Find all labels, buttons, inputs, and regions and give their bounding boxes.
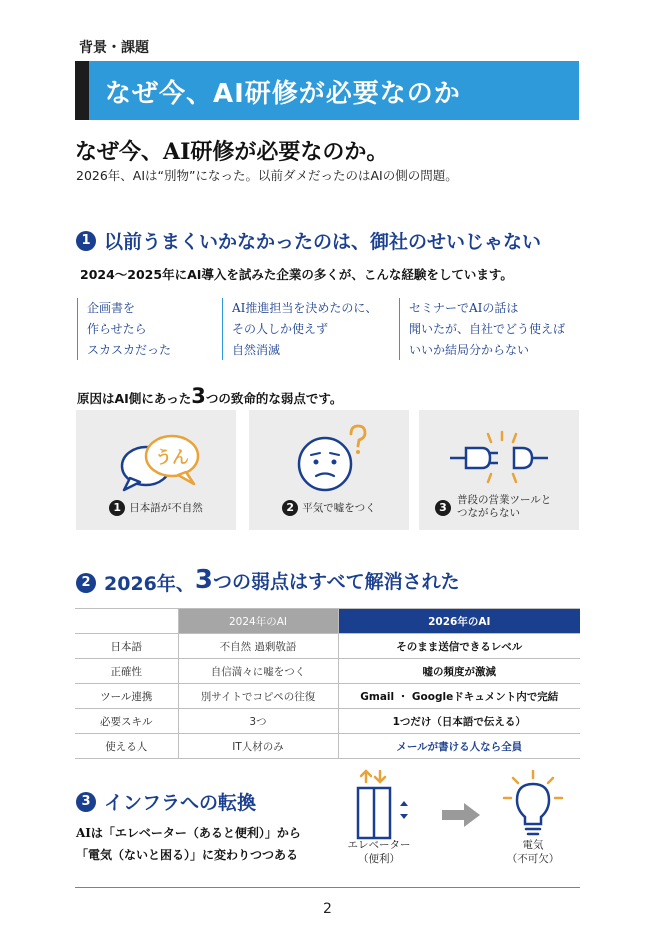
table-cell: 3つ (178, 709, 338, 734)
comparison-table (75, 608, 580, 759)
table-cell-highlight: メールが書ける人なら全員 (338, 734, 580, 759)
weakness-card-label (76, 500, 236, 516)
table-cell: 嘘の頻度が激減 (338, 659, 580, 684)
table-cell: 別サイトでコピペの往復 (178, 684, 338, 709)
card-number-badge: 2 (282, 500, 298, 516)
cause-number: 3 (191, 384, 206, 408)
page-number: 2 (323, 901, 332, 917)
problem-line: AI推進担当を決めたのに、 (232, 301, 378, 315)
problem-line: いいか結局分からない (409, 343, 530, 357)
intro-headline: なぜ今、AI研修が必要なのか。 (75, 139, 389, 165)
section2-title-prefix: 2026年、 (104, 573, 195, 595)
section2-title-number: 3 (194, 565, 213, 595)
card-number-badge: 3 (435, 500, 451, 516)
section3-body-line: 「電気（ないと困る）」に変わりつつある (76, 848, 299, 862)
section3-title (76, 788, 256, 815)
section3-body (76, 822, 301, 866)
caption-line: （便利） (358, 853, 400, 865)
table-row (75, 659, 580, 684)
caption-line: エレベーター (347, 839, 411, 851)
infra-visual (347, 768, 580, 868)
problem-list (77, 298, 580, 360)
table-header-row (75, 609, 580, 634)
electricity-caption (498, 838, 568, 866)
table-cell: IT人材のみ (178, 734, 338, 759)
cause-prefix: 原因はAI側にあった (77, 391, 192, 406)
section2-title (76, 565, 460, 596)
table-row (75, 734, 580, 759)
card-label-line: つながらない (457, 507, 520, 519)
section1-lead: 2024〜2025年にAI導入を試みた企業の多くが、こんな経験をしています。 (80, 267, 513, 282)
bubble-text: うん (155, 448, 189, 468)
section2-number-badge: 2 (76, 573, 96, 593)
intro-subhead: 2026年、AIは“別物”になった。以前ダメだったのはAIの側の問題。 (76, 168, 458, 183)
problem-line: 聞いたが、自社でどう使えば (409, 322, 566, 336)
problem-line: 作らせたら (87, 322, 147, 336)
section3-body-line: AIは「エレベーター（あると便利）」から (76, 826, 301, 840)
card-label-text: 平気で嘘をつく (302, 502, 376, 514)
section3-number-badge: 3 (76, 792, 96, 812)
table-header-cell (75, 609, 178, 634)
weakness-card-1 (76, 410, 236, 530)
table-header-cell: 2026年のAI (338, 609, 580, 634)
table-cell: 自信満々に嘘をつく (178, 659, 338, 684)
section1-title (76, 227, 541, 254)
footer-rule (75, 887, 580, 888)
banner-accent-bar (75, 61, 89, 120)
speech-bubbles-icon (116, 428, 206, 498)
elevator-caption (344, 838, 414, 866)
weakness-card-label (249, 500, 409, 516)
problem-line: その人しか使えず (232, 322, 329, 336)
table-cell: 不自然 過剰敬語 (178, 634, 338, 659)
problem-item-3 (399, 298, 565, 360)
caption-line: （不可欠） (506, 853, 560, 865)
cause-suffix: つの致命的な弱点です。 (205, 391, 343, 406)
banner-title: なぜ今、AI研修が必要なのか (105, 79, 461, 109)
section1-title-text: 以前うまくいかなかったのは、御社のせいじゃない (104, 231, 542, 253)
table-row (75, 709, 580, 734)
card-label-line: 普段の営業ツールと (457, 494, 552, 506)
table-row (75, 684, 580, 709)
card-label-text: 日本語が不自然 (129, 502, 203, 514)
lightbulb-icon (498, 768, 568, 848)
card-number-badge: 1 (109, 500, 125, 516)
section2-title-suffix: つの弱点はすべて解消された (212, 571, 460, 593)
table-header-cell: 2024年のAI (178, 609, 338, 634)
problem-line: スカスカだった (87, 343, 172, 357)
title-banner (75, 61, 579, 120)
section1-number-badge: 1 (76, 231, 96, 251)
caption-line: 電気 (522, 839, 544, 851)
confused-face-icon (285, 422, 375, 494)
table-cell: そのまま送信できるレベル (338, 634, 580, 659)
problem-item-2 (222, 298, 377, 360)
table-cell: 使える人 (75, 734, 178, 759)
weakness-card-3 (419, 410, 579, 530)
section3-title-text: インフラへの転換 (104, 792, 257, 814)
table-cell: 必要スキル (75, 709, 178, 734)
problem-item-1 (77, 298, 171, 360)
table-cell: 日本語 (75, 634, 178, 659)
table-row (75, 634, 580, 659)
unplugged-plug-icon (444, 428, 554, 488)
problem-line: 自然消滅 (232, 343, 281, 357)
section-tag: 背景・課題 (79, 40, 149, 56)
elevator-icon (350, 768, 420, 848)
cause-statement (77, 384, 342, 408)
table-cell: 正確性 (75, 659, 178, 684)
problem-line: セミナーでAIの話は (409, 301, 519, 315)
weakness-card-2 (249, 410, 409, 530)
problem-line: 企画書を (87, 301, 136, 315)
table-cell: 1つだけ（日本語で伝える） (338, 709, 580, 734)
table-cell: Gmail ・ Googleドキュメント内で完結 (338, 684, 580, 709)
arrow-right-icon (440, 800, 484, 830)
weakness-card-label (435, 494, 575, 520)
table-cell: ツール連携 (75, 684, 178, 709)
